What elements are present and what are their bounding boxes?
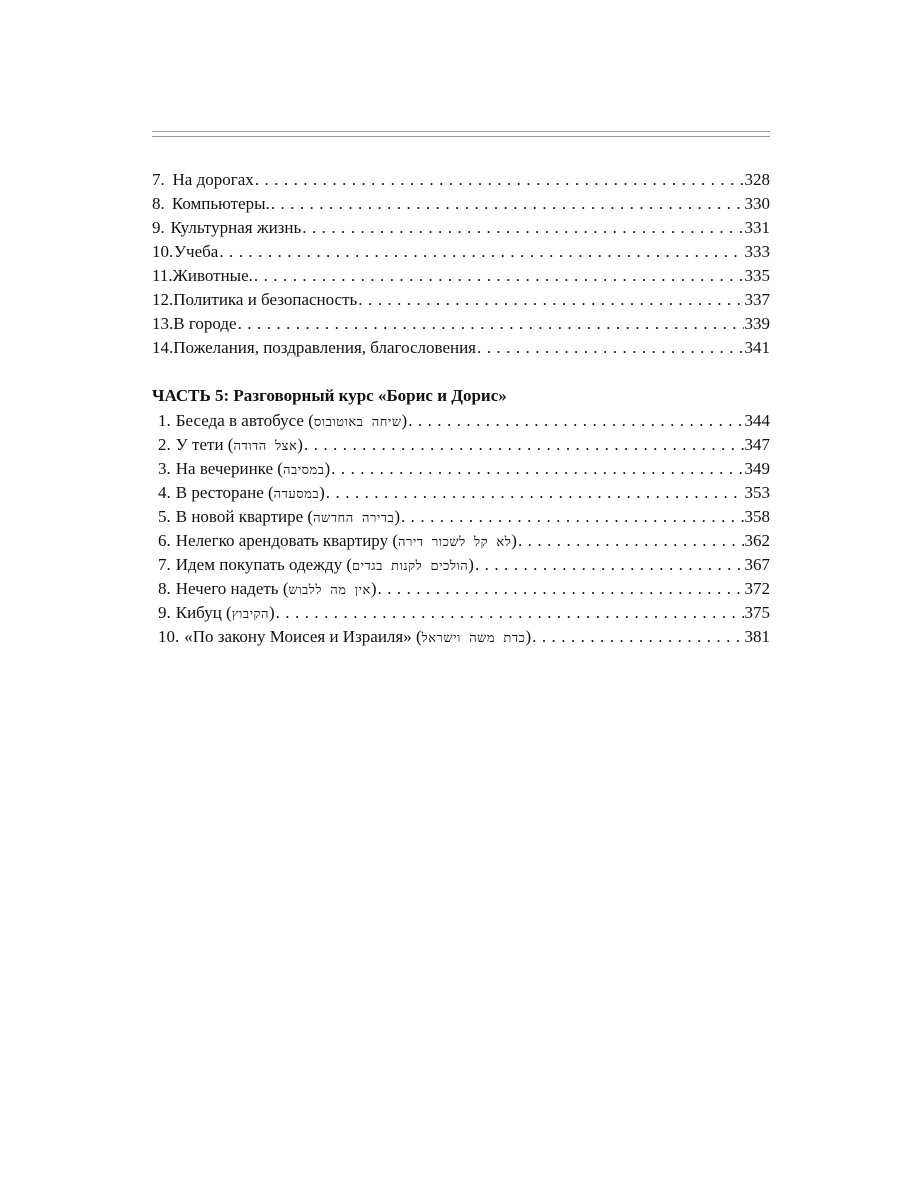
- leader-dots: [477, 336, 743, 360]
- entry-title: В городе: [173, 314, 237, 333]
- entry-title-text: Беседа в автобусе: [175, 411, 304, 430]
- toc-entry: [152, 601, 770, 625]
- leader-dots: [271, 192, 744, 216]
- entry-title: «По закону Моисея и Израиля» (כדת משה וישראל): [184, 627, 532, 646]
- toc-entry: [152, 529, 770, 553]
- entry-page: 344: [744, 411, 770, 430]
- toc-entry: [152, 553, 770, 577]
- entry-number: 7.: [152, 170, 165, 189]
- entry-page: 331: [744, 218, 770, 237]
- leader-dots: [358, 288, 743, 312]
- toc-entry: [152, 577, 770, 601]
- toc-entry: [152, 168, 770, 192]
- leader-dots: [276, 601, 744, 625]
- leader-dots: [302, 216, 743, 240]
- entry-number: 8.: [158, 579, 171, 598]
- leader-dots: [518, 529, 744, 553]
- entry-number: 12.: [152, 290, 174, 309]
- entry-number: 10.: [158, 627, 180, 646]
- hebrew-title: הולכים לקנות בגדים: [352, 559, 469, 574]
- leader-dots: [378, 577, 744, 601]
- entry-number: 5.: [158, 507, 171, 526]
- entry-number: 9.: [152, 218, 165, 237]
- hebrew-title: כדת משה וישראל: [421, 631, 526, 646]
- leader-dots: [255, 168, 744, 192]
- hebrew-title: הקיבוץ: [231, 607, 269, 622]
- entry-page: 347: [744, 435, 770, 454]
- hebrew-title: לא קל לשכור דירה: [398, 535, 512, 550]
- entry-page: 358: [744, 507, 770, 526]
- toc-entry: [152, 433, 770, 457]
- entry-title-text: На вечеринке: [175, 459, 274, 478]
- entry-page: 333: [744, 242, 770, 261]
- header-rule-top: [152, 131, 770, 132]
- hebrew-title: במסיבה: [282, 463, 325, 478]
- entry-number: 4.: [158, 483, 171, 502]
- entry-page: 372: [744, 579, 770, 598]
- toc-entry: [152, 288, 770, 312]
- toc-entry: [152, 481, 770, 505]
- entry-number: 10.: [152, 242, 174, 261]
- entry-title: В новой квартире (בדירה החדשה): [175, 507, 400, 526]
- leader-dots: [304, 433, 744, 457]
- leader-dots: [219, 240, 743, 264]
- entry-title-text: Нечего надеть: [175, 579, 279, 598]
- entry-page: 341: [744, 338, 770, 357]
- entry-number: 6.: [158, 531, 171, 550]
- leader-dots: [238, 312, 744, 336]
- toc-entry: [152, 336, 770, 360]
- entry-page: 362: [744, 531, 770, 550]
- entry-page: 339: [744, 314, 770, 333]
- toc-entry: [152, 192, 770, 216]
- entry-number: 7.: [158, 555, 171, 574]
- entry-title: На вечеринке (במסיבה): [175, 459, 331, 478]
- entry-page: 375: [744, 603, 770, 622]
- entry-page: 353: [744, 483, 770, 502]
- entry-number: 14.: [152, 338, 174, 357]
- entry-page: 337: [744, 290, 770, 309]
- entry-title: Нелегко арендовать квартиру (לא קל לשכור דירה): [175, 531, 517, 550]
- entry-page: 381: [744, 627, 770, 646]
- entry-page: 330: [744, 194, 770, 213]
- toc-entry: [152, 240, 770, 264]
- leader-dots: [408, 409, 743, 433]
- leader-dots: [532, 625, 743, 649]
- part-heading: ЧАСТЬ 5: Разговорный курс «Борис и Дорис»: [152, 386, 507, 405]
- hebrew-title: אצל הדודה: [233, 439, 298, 454]
- hebrew-title: שיחה באוטובוס: [313, 415, 402, 430]
- entry-title-text: У тети: [175, 435, 224, 454]
- entry-title: Нечего надеть (אין מה ללבוש): [175, 579, 377, 598]
- hebrew-title: אין מה ללבוש: [288, 583, 371, 598]
- toc-entry: [152, 409, 770, 433]
- entry-page: 367: [744, 555, 770, 574]
- header-rule-bottom: [152, 136, 770, 137]
- toc-entry: [152, 216, 770, 240]
- entry-title: Компьютеры.: [171, 194, 270, 213]
- leader-dots: [401, 505, 744, 529]
- entry-title-text: В новой квартире: [175, 507, 304, 526]
- entry-title-text: Нелегко арендовать квартиру: [175, 531, 389, 550]
- entry-number: 3.: [158, 459, 171, 478]
- toc-section-continued: [152, 168, 770, 360]
- entry-number: 1.: [158, 411, 171, 430]
- entry-title-text: Кибуц: [175, 603, 222, 622]
- entry-title: Учеба: [174, 242, 219, 261]
- toc-entry: [152, 505, 770, 529]
- leader-dots: [475, 553, 744, 577]
- hebrew-title: בדירה החדשה: [313, 511, 395, 526]
- entry-number: 2.: [158, 435, 171, 454]
- entry-title: Культурная жизнь: [170, 218, 302, 237]
- entry-number: 11.: [152, 266, 173, 285]
- toc-entry: [152, 457, 770, 481]
- entry-title: В ресторане (במסעדה): [175, 483, 325, 502]
- entry-title: Пожелания, поздравления, благословения: [173, 338, 477, 357]
- hebrew-title: במסעדה: [273, 487, 320, 502]
- leader-dots: [326, 481, 744, 505]
- entry-page: 335: [744, 266, 770, 285]
- entry-title: У тети (אצל הדודה): [175, 435, 303, 454]
- entry-title: Политика и безопасность: [173, 290, 358, 309]
- toc-entry: [152, 312, 770, 336]
- entry-title: На дорогах: [172, 170, 254, 189]
- entry-title: Идем покупать одежду (הולכים לקנות בגדים): [175, 555, 474, 574]
- toc-part-5: [152, 383, 770, 649]
- entry-title-text: В ресторане: [175, 483, 264, 502]
- entry-title-text: Идем покупать одежду: [175, 555, 343, 574]
- toc-entry: [152, 264, 770, 288]
- entry-title-text: «По закону Моисея и Израиля»: [184, 627, 412, 646]
- entry-number: 13.: [152, 314, 174, 333]
- entry-page: 349: [744, 459, 770, 478]
- entry-page: 328: [744, 170, 770, 189]
- entry-number: 9.: [158, 603, 171, 622]
- leader-dots: [254, 264, 744, 288]
- entry-title: Животные.: [172, 266, 253, 285]
- entry-title: Кибуц (הקיבוץ): [175, 603, 275, 622]
- entry-title: Беседа в автобусе (שיחה באוטובוס): [175, 411, 408, 430]
- leader-dots: [331, 457, 743, 481]
- entry-number: 8.: [152, 194, 165, 213]
- toc-entry: [152, 625, 770, 649]
